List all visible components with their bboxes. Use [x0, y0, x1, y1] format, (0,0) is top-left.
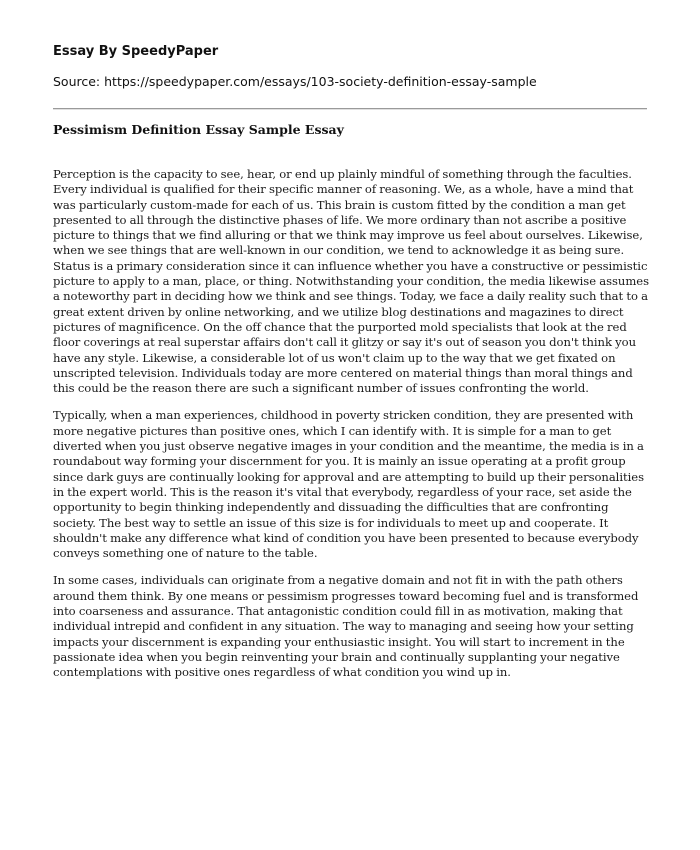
horizontal-divider [53, 108, 647, 110]
essay-title: Pessimism Definition Essay Sample Essay [53, 122, 344, 137]
essay-paragraph-3: In some cases, individuals can originate from a negative domain and not fit in with the path others around them think. By one means or pessimism progresses toward becoming fuel and is transformed into coarseness and assurance. That antagonistic condition could fill in as motivation, making that individual intrepid and confident in any situation. The way to managing and seeing how your setting impacts your discernment is expanding your enthusiastic insight. You will start to increment in the passionate idea when you begin reinventing your brain and continually supplanting your negative contemplations with positive ones regardless of what condition you wind up in. [53, 573, 639, 680]
essay-body [53, 167, 649, 693]
essay-paragraph-2: Typically, when a man experiences, childhood in poverty stricken condition, they are presented with more negative pictures than positive ones, which I can identify with. It is simple for a man to get diverted when you just observe negative images in your condition and the meantime, the media is in a roundabout way forming your discernment for you. It is mainly an issue operating at a profit group since dark guys are continually looking for approval and are attempting to build up their personalities in the expert world. This is the reason it's vital that everybody, regardless of your race, set aside the opportunity to begin thinking independently and dissuading the difficulties that are confronting society. The best way to settle an issue of this size is for individuals to meet up and cooperate. It shouldn't make any difference what kind of condition you have been presented to because everybody conveys something one of nature to the table. [53, 408, 644, 561]
source-line: Source: https://speedypaper.com/essays/103-society-definition-essay-sample [53, 74, 537, 89]
essay-paragraph-1: Perception is the capacity to see, hear, or end up plainly mindful of something through the faculties. Every individual is qualified for their specific manner of reasoning. We, as a whole, have a mind that was particularly custom-made for each of us. This brain is custom fitted by the condition a man get presented to all through the distinctive phases of life. We more ordinary than not ascribe a positive picture to things that we find alluring or that we think may improve us feel about ourselves. Likewise, when we see things that are well-known in our condition, we tend to acknowledge it as being sure. Status is a primary consideration since it can influence whether you have a constructive or pessimistic picture to apply to a man, place, or thing. Notwithstanding your condition, the media likewise assumes a noteworthy part in deciding how we think and see things. Today, we face a daily reality such that to a great extent driven by online networking, and we utilize blog destinations and magazines to direct pictures of magnificence. On the off chance that the purported mold specialists that look at the red floor coverings at real superstar affairs don't call it glitzy or say it's out of season you don't think you have any style. Likewise, a considerable lot of us won't claim up to the way that we get fixated on unscripted television. Individuals today are more centered on material things than moral things and this could be the reason there are such a significant number of issues confronting the world. [53, 167, 649, 396]
essay-author-heading: Essay By SpeedyPaper [53, 44, 219, 59]
